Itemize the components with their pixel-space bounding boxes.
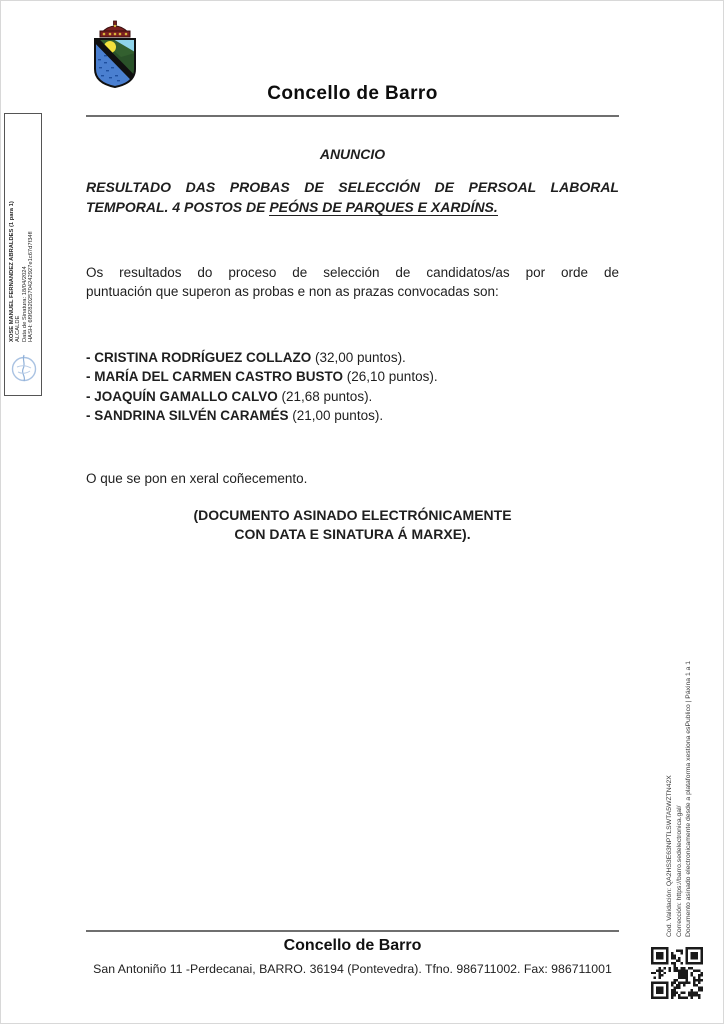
signature-note: (DOCUMENTO ASINADO ELECTRÓNICAMENTE CON DATA E SINATURA Á MARXE).	[193, 507, 512, 542]
candidate-name: - MARÍA DEL CARMEN CASTRO BUSTO	[86, 369, 344, 385]
signature-hash: HASH: 6f9f282025704242927e1c67d7f34fl	[28, 231, 35, 342]
coat-of-arms	[91, 17, 139, 89]
candidate-score: (21,00 puntos).	[288, 408, 384, 424]
signature-stamp-icon	[10, 351, 38, 385]
announcement-label: ANUNCIO	[319, 146, 386, 162]
list-item	[86, 348, 619, 367]
candidate-list	[86, 348, 619, 426]
qr-code	[651, 947, 703, 999]
header-title: Concello de Barro	[267, 83, 438, 104]
header-divider	[86, 115, 619, 117]
candidate-name: - SANDRINA SILVÉN CARAMÉS	[86, 408, 289, 424]
signer-role: ALCALDE	[15, 315, 22, 342]
closing-line: O que se pon en xeral coñecemento.	[86, 471, 308, 486]
validation-margin-text	[665, 645, 694, 937]
candidate-score: (26,10 puntos).	[343, 369, 438, 385]
intro-paragraph: Os resultados do proceso de selección de candidatos/as por orde de puntuación que superon as probas e non as prazas convocadas son:	[86, 265, 619, 299]
validation-platform: Documento asinado electronicamente desde a plataforma xestiona esPublico | Páxina 1 a 1	[685, 660, 692, 937]
list-item	[86, 367, 619, 386]
candidate-name: - JOAQUÍN GAMALLO CALVO	[86, 388, 278, 404]
signature-margin-text	[9, 164, 35, 342]
footer-title: Concello de Barro	[283, 937, 422, 954]
footer-divider	[86, 930, 619, 932]
validation-url: Corrección: https://barro.sedelectronica.gal/	[675, 805, 683, 937]
validation-code: Cod. Validación: QA2HS3E63NPTLSWTA5WZTN42X	[666, 775, 673, 937]
footer-address: San Antoniño 11 -Perdecanai, BARRO. 36194 (Pontevedra). Tfno. 986711002. Fax: 986711001	[93, 962, 612, 976]
signature-date: Data de Sinatura: 18/04/2024	[21, 266, 28, 342]
result-heading-line2: TEMPORAL. 4 POSTOS DE PEÓNS DE PARQUES E XARDÍNS.	[86, 199, 498, 215]
candidate-score: (32,00 puntos).	[311, 350, 406, 365]
list-item	[86, 406, 619, 425]
signer-name: XOSE MANUEL FERNANDEZ ABRALDES (1 para 1)	[9, 201, 15, 342]
candidate-score: (21,68 puntos).	[277, 388, 373, 404]
result-heading	[86, 177, 619, 217]
underlined-post-title: PEÓNS DE PARQUES E XARDÍNS.	[269, 199, 498, 215]
result-heading-line1: RESULTADO DAS PROBAS DE SELECCIÓN DE PERSOAL LABORAL	[86, 179, 619, 195]
candidate-name: - CRISTINA RODRÍGUEZ COLLAZO	[86, 350, 312, 365]
list-item	[86, 387, 619, 406]
